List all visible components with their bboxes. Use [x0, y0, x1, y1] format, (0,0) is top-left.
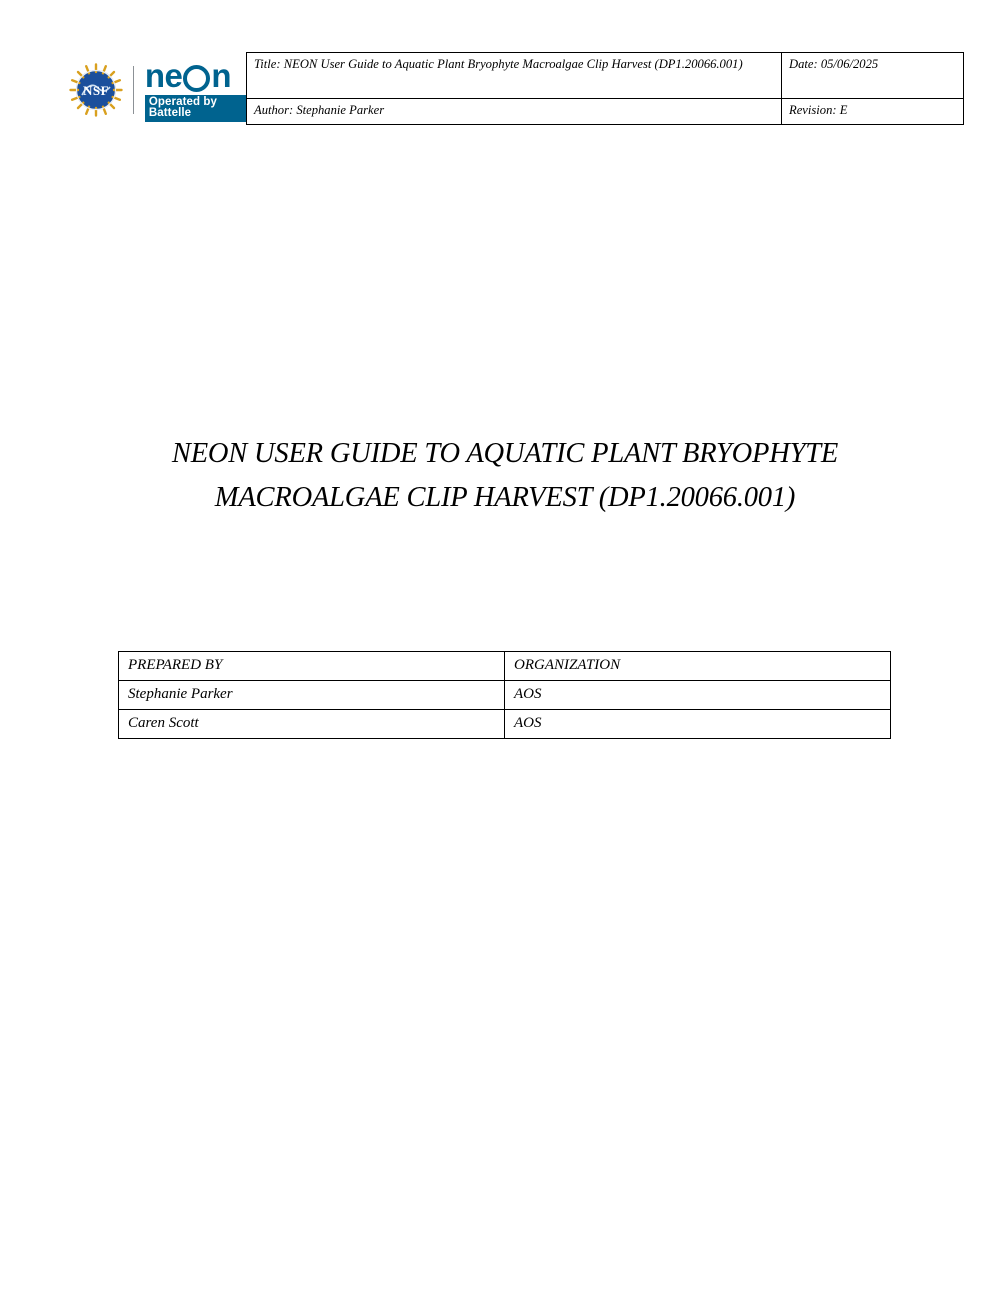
logo-divider [133, 66, 134, 114]
cell-prepared-by-name: Caren Scott [119, 710, 505, 739]
column-header-prepared-by: PREPARED BY [119, 652, 505, 681]
column-header-organization: ORGANIZATION [505, 652, 891, 681]
neon-tagline: Operated by Battelle [145, 95, 246, 122]
header-revision-cell: Revision: E [782, 99, 964, 125]
cell-organization: AOS [505, 710, 891, 739]
neon-wordmark: ne n [144, 56, 232, 94]
header-author-cell: Author: Stephanie Parker [247, 99, 782, 125]
header-info-table [246, 52, 964, 125]
page-title [110, 432, 900, 520]
header-title-cell: Title: NEON User Guide to Aquatic Plant Bryophyte Macroalgae Clip Harvest (DP1.20066.001) [247, 53, 782, 99]
page-title-line-2: MACROALGAE CLIP HARVEST (DP1.20066.001) [214, 482, 796, 514]
nsf-seal-icon [68, 62, 124, 118]
table-row [247, 53, 964, 99]
prepared-by-table [118, 651, 891, 739]
table-row [119, 710, 891, 739]
svg-text:NSF: NSF [82, 82, 110, 98]
table-row [247, 99, 964, 125]
table-header-row [119, 652, 891, 681]
table-row [119, 681, 891, 710]
page-title-line-1: NEON USER GUIDE TO AQUATIC PLANT BRYOPHYTE [171, 438, 839, 469]
neon-logo [145, 58, 246, 122]
cell-prepared-by-name: Stephanie Parker [119, 681, 505, 710]
neon-o-ring-icon [183, 65, 210, 92]
header-date-cell: Date: 05/06/2025 [782, 53, 964, 99]
page-header [68, 52, 933, 125]
logo-block [68, 52, 246, 122]
cell-organization: AOS [505, 681, 891, 710]
prepared-by-section [118, 651, 852, 739]
